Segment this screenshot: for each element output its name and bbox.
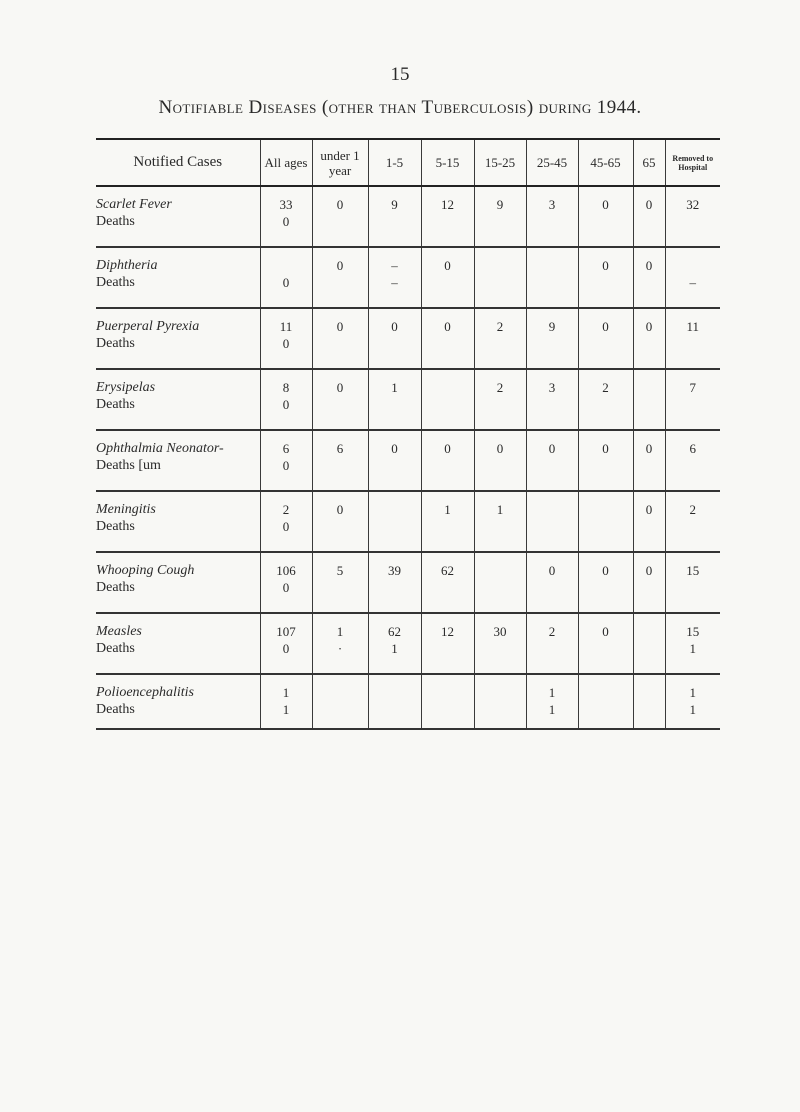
page-title: Notifiable Diseases (other than Tuberculosis) during 1944. [158,97,642,118]
cases-value [422,684,474,701]
disease-cell [96,491,260,552]
value-cell [665,369,720,430]
value-cell [260,613,312,674]
value-cell [578,674,633,729]
table-row [96,308,720,369]
deaths-value [579,457,633,474]
deaths-value [634,640,665,657]
cases-value: 0 [602,441,609,456]
cases-value: 107 [276,624,296,639]
value-cell [368,613,421,674]
value-cell [474,186,526,247]
value-cell [474,430,526,491]
header-all-ages: All ages [260,139,312,186]
cases-value [475,562,526,579]
value-cell [312,613,368,674]
value-cell [368,430,421,491]
cases-value: 0 [645,258,653,273]
value-cell [633,369,665,430]
deaths-value [579,518,633,535]
deaths-value [369,579,421,596]
cases-value: 2 [282,502,290,517]
table-row [96,186,720,247]
value-cell [368,186,421,247]
cases-value: 0 [645,319,653,334]
header-removed-to-hospital: Removed to Hospital [665,139,720,186]
disease-cell [96,369,260,430]
deaths-value: · [337,641,343,656]
cases-value: 1 [282,685,290,700]
value-cell [474,613,526,674]
value-cell [578,491,633,552]
deaths-value [313,518,368,535]
deaths-label: Deaths [96,519,135,534]
table-row [96,491,720,552]
value-cell [526,552,578,613]
value-cell [368,674,421,729]
deaths-value [634,396,665,413]
deaths-value [579,640,633,657]
value-cell [526,613,578,674]
table-row [96,613,720,674]
value-cell [633,247,665,308]
deaths-value [666,396,721,413]
cases-value: 0 [602,319,609,334]
disease-cell [96,186,260,247]
disease-cell [96,247,260,308]
value-cell [526,369,578,430]
value-cell [368,491,421,552]
value-cell [526,491,578,552]
deaths-value [422,335,474,352]
value-cell [578,430,633,491]
deaths-value [527,457,578,474]
value-cell [665,186,720,247]
deaths-value [369,518,421,535]
deaths-value [313,213,368,230]
value-cell [633,613,665,674]
deaths-value [313,274,368,291]
header-25-45: 25-45 [526,139,578,186]
deaths-value: 0 [282,458,290,473]
cases-value: 9 [496,197,504,212]
value-cell [312,491,368,552]
value-cell [421,369,474,430]
value-cell [665,308,720,369]
header-15-25: 15-25 [474,139,526,186]
cases-value: 5 [336,563,344,578]
deaths-label: Deaths [96,397,135,412]
notifiable-diseases-table [96,138,720,730]
value-cell [312,186,368,247]
cases-value [369,501,421,518]
cases-value: 0 [602,624,609,639]
cases-value [527,501,578,518]
cases-value: 7 [689,380,696,395]
cases-value: 0 [548,563,556,578]
value-cell [421,247,474,308]
value-cell [421,308,474,369]
value-cell [368,552,421,613]
cases-value: 0 [602,258,609,273]
cases-value: 11 [686,319,700,334]
disease-name: Diphtheria [96,258,158,273]
deaths-value [475,274,526,291]
value-cell [633,308,665,369]
value-cell [260,247,312,308]
deaths-value [475,335,526,352]
value-cell [368,308,421,369]
deaths-value [527,579,578,596]
cases-value: 1 [336,624,344,639]
deaths-label: Deaths [96,702,135,717]
page-number: 15 [390,64,410,85]
value-cell [665,674,720,729]
value-cell [421,552,474,613]
cases-value: 6 [282,441,290,456]
cases-value [313,684,368,701]
deaths-value [527,335,578,352]
value-cell [474,674,526,729]
disease-name: Scarlet Fever [96,197,172,212]
value-cell [578,369,633,430]
value-cell [312,674,368,729]
value-cell [578,186,633,247]
value-cell [526,247,578,308]
cases-value: 1 [496,502,504,517]
value-cell [421,186,474,247]
cases-value: 15 [686,624,700,639]
header-under-1: under 1 year [312,139,368,186]
deaths-value [634,213,665,230]
deaths-value [422,701,474,718]
disease-name: Measles [96,624,142,639]
value-cell [368,247,421,308]
cases-value: 39 [388,563,401,578]
cases-value [527,257,578,274]
value-cell [665,491,720,552]
value-cell [312,430,368,491]
cases-value: – [391,258,398,273]
cases-value: 2 [602,380,609,395]
deaths-value [634,457,665,474]
deaths-value [666,518,721,535]
value-cell [260,430,312,491]
cases-value [634,684,665,701]
deaths-value: 0 [282,336,290,351]
cases-value: 6 [336,441,344,456]
cases-value: 9 [548,319,556,334]
cases-value: 0 [496,441,504,456]
cases-value [369,684,421,701]
cases-value: 0 [645,563,653,578]
cases-value: 0 [336,197,344,212]
disease-name: Whooping Cough [96,563,195,578]
deaths-value [475,640,526,657]
cases-value [475,257,526,274]
cases-value: 3 [548,197,556,212]
disease-name: Erysipelas [96,380,156,395]
value-cell [665,613,720,674]
disease-cell [96,613,260,674]
deaths-value: 1 [689,702,696,717]
cases-value: 1 [444,502,451,517]
cases-value [475,684,526,701]
deaths-value: 0 [282,275,290,290]
value-cell [312,247,368,308]
cases-value: 0 [602,563,609,578]
cases-value: 1 [548,685,556,700]
deaths-value [422,274,474,291]
cases-value: 30 [493,624,507,639]
header-row [96,139,720,186]
deaths-value: 0 [282,519,290,534]
cases-value: 12 [441,197,454,212]
deaths-value [527,518,578,535]
cases-value: 62 [388,624,401,639]
value-cell [665,430,720,491]
cases-value [261,257,312,274]
deaths-value [579,335,633,352]
deaths-value [579,701,633,718]
deaths-value: 1 [689,641,696,656]
cases-value: 2 [689,502,696,517]
value-cell [526,308,578,369]
deaths-value [634,335,665,352]
value-cell [526,186,578,247]
cases-value: 8 [282,380,290,395]
value-cell [474,491,526,552]
deaths-value [475,701,526,718]
cases-value: 0 [444,319,451,334]
cases-value: 1 [391,380,398,395]
value-cell [368,369,421,430]
disease-name: Puerperal Pyrexia [96,319,200,334]
deaths-value [475,579,526,596]
cases-value: 2 [496,319,504,334]
value-cell [474,369,526,430]
disease-cell [96,308,260,369]
deaths-value [313,701,368,718]
cases-value: 9 [391,197,398,212]
value-cell [260,552,312,613]
deaths-value [369,701,421,718]
cases-value: 15 [686,563,700,578]
deaths-value [369,396,421,413]
table-row [96,430,720,491]
deaths-value [422,396,474,413]
cases-value: 0 [391,441,398,456]
deaths-value [527,213,578,230]
deaths-label: Deaths [96,641,135,656]
value-cell [312,369,368,430]
deaths-value [634,518,665,535]
cases-value: 0 [336,502,344,517]
deaths-value [666,213,721,230]
deaths-value: 0 [282,397,290,412]
cases-value: 0 [645,441,653,456]
cases-value: 0 [444,258,451,273]
deaths-value [475,518,526,535]
value-cell [421,613,474,674]
deaths-label: Deaths [um [96,458,161,473]
value-cell [633,430,665,491]
table-row [96,247,720,308]
cases-value: 0 [645,502,653,517]
deaths-value [313,457,368,474]
cases-value [666,257,721,274]
disease-cell [96,430,260,491]
deaths-value: 1 [548,702,556,717]
deaths-value [475,457,526,474]
value-cell [526,674,578,729]
value-cell [633,552,665,613]
deaths-value [666,579,721,596]
deaths-value [579,396,633,413]
deaths-value [527,396,578,413]
cases-value: 2 [496,380,504,395]
disease-name: Polioencephalitis [96,685,194,700]
cases-value: 0 [336,319,344,334]
deaths-value [422,640,474,657]
deaths-value: 1 [391,641,398,656]
deaths-value [666,457,721,474]
deaths-value [527,640,578,657]
disease-name: Ophthalmia Neonator- [96,441,224,456]
header-5-15: 5-15 [421,139,474,186]
deaths-value [369,335,421,352]
value-cell [421,430,474,491]
cases-value [634,623,665,640]
cases-value: 0 [444,441,451,456]
deaths-value [369,457,421,474]
deaths-value [313,335,368,352]
cases-value: 12 [441,624,454,639]
value-cell [633,491,665,552]
value-cell [421,491,474,552]
deaths-value: – [391,275,398,290]
value-cell [578,308,633,369]
deaths-value: 0 [282,214,290,229]
deaths-value [422,518,474,535]
cases-value: 106 [276,563,296,578]
table-body [96,186,720,729]
cases-value: 0 [645,197,653,212]
table-row [96,369,720,430]
deaths-value [634,274,665,291]
cases-value: 33 [279,197,293,212]
deaths-value [666,335,721,352]
deaths-value: 0 [282,641,290,656]
value-cell [421,674,474,729]
deaths-value [475,396,526,413]
disease-cell [96,674,260,729]
header-65: 65 [633,139,665,186]
header-notified-cases: Notified Cases [96,139,260,186]
value-cell [665,247,720,308]
cases-value [422,379,474,396]
value-cell [260,491,312,552]
value-cell [312,308,368,369]
deaths-value [579,274,633,291]
deaths-value [634,701,665,718]
cases-value [579,501,633,518]
cases-value [634,379,665,396]
deaths-value [313,579,368,596]
value-cell [312,552,368,613]
header-45-65: 45-65 [578,139,633,186]
value-cell [260,674,312,729]
deaths-value [527,274,578,291]
deaths-value [422,213,474,230]
value-cell [526,430,578,491]
cases-value: 32 [686,197,700,212]
cases-value: 0 [548,441,556,456]
cases-value: 2 [548,624,556,639]
value-cell [260,369,312,430]
value-cell [665,552,720,613]
deaths-value: – [689,275,696,290]
cases-value: 0 [602,197,609,212]
header-1-5: 1-5 [368,139,421,186]
deaths-label: Deaths [96,214,135,229]
deaths-label: Deaths [96,336,135,351]
deaths-value [422,457,474,474]
deaths-value [475,213,526,230]
value-cell [260,186,312,247]
table-row [96,552,720,613]
deaths-value [634,579,665,596]
cases-value: 3 [548,380,556,395]
value-cell [474,308,526,369]
disease-cell [96,552,260,613]
cases-value: 62 [441,563,454,578]
deaths-value [313,396,368,413]
deaths-label: Deaths [96,275,135,290]
cases-value: 0 [336,380,344,395]
cases-value: 1 [689,685,696,700]
value-cell [260,308,312,369]
deaths-value [579,579,633,596]
cases-value: 0 [336,258,344,273]
value-cell [578,247,633,308]
value-cell [474,552,526,613]
table-row [96,674,720,729]
value-cell [578,552,633,613]
disease-name: Meningitis [96,502,156,517]
value-cell [633,186,665,247]
value-cell [633,674,665,729]
value-cell [578,613,633,674]
deaths-value [579,213,633,230]
deaths-label: Deaths [96,580,135,595]
cases-value: 0 [391,319,398,334]
deaths-value: 1 [282,702,290,717]
cases-value [579,684,633,701]
deaths-value [422,579,474,596]
value-cell [474,247,526,308]
cases-value: 11 [279,319,293,334]
cases-value: 6 [689,441,696,456]
deaths-value: 0 [282,580,290,595]
deaths-value [369,213,421,230]
